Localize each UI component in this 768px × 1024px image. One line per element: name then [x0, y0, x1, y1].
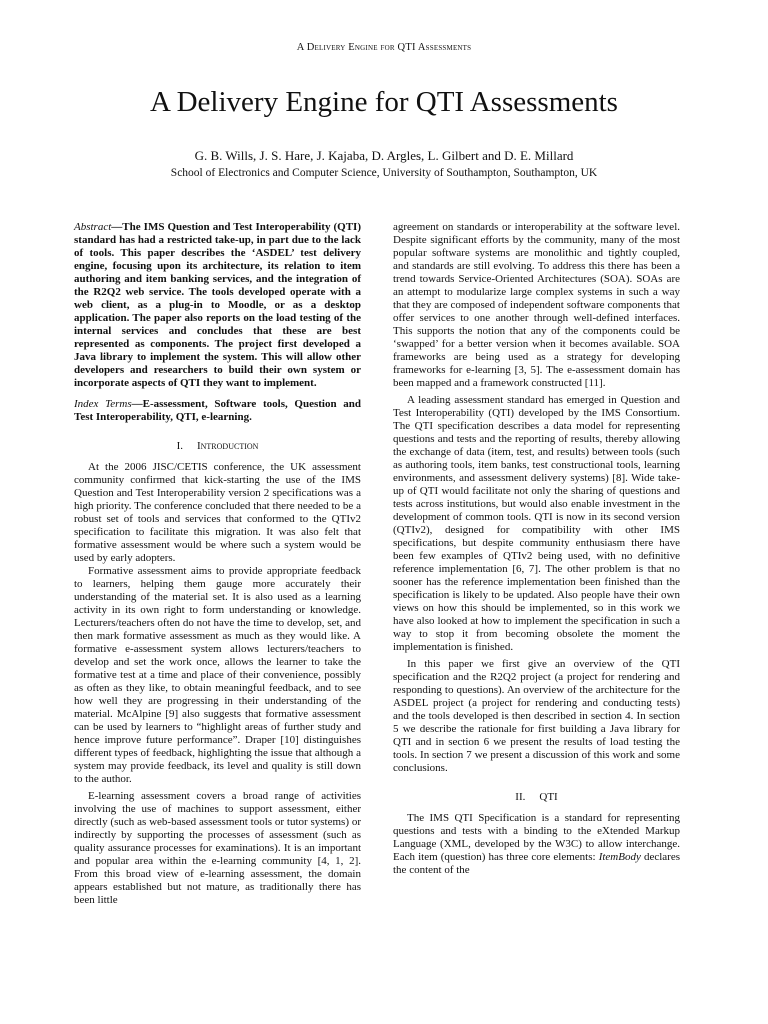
paragraph: At the 2006 JISC/CETIS conference, the UK assessment community confirmed that kick-starting the use of the IMS Question and Test Interoperability version 2 specifications was a high priority. The conference concluded that there needed to be a robust set of tools and services that conformed to the QTIv2 specification to facilitate this migration. It was also felt that formative assessment would be where such a system would be used by early adopters.	[74, 461, 361, 564]
section-heading-introduction	[74, 440, 361, 453]
index-terms-label: Index Terms	[74, 398, 132, 410]
abstract	[74, 221, 361, 390]
paragraph: In this paper we first give an overview of the QTI specification and the R2Q2 project (a project for rendering and responding to questions). An overview of the architecture for the ASDEL project (a project for rendering and conducting tests) and the tools developed is then described in section 4. In section 5 we describe the rationale for first building a Java library for QTI and in section 6 we present the results of load testing the tools. In section 7 we present a discussion of this work and some conclusions.	[393, 658, 680, 774]
index-terms	[74, 398, 361, 424]
paragraph	[393, 812, 680, 877]
left-column	[74, 221, 361, 907]
index-terms-text: —E-assessment, Software tools, Question and Test Interoperability, QTI, e-learning.	[74, 398, 361, 423]
paragraph: agreement on standards or interoperability at the software level. Despite significant efforts by the community, many of the most popular software systems are monolithic and tightly coupled, and standards are still evolving. To address this there has been a trend towards Service-Oriented Architectures (SOA). SOAs are an attempt to modularize large complex systems in such a way that they are composed of independent software components that offer services to one another through well-defined interfaces. This supports the notion that any of the components could be ‘swapped’ for a better version when it becomes available. SOA frameworks are being used as a strategy for developing frameworks for e-learning [3, 5]. The e-assessment domain has been mapped and a framework constructed [11].	[393, 221, 680, 389]
paragraph: Formative assessment aims to provide appropriate feedback to learners, helping them gauge more accurately their understanding of the material set. It is also used as a learning activity in its own right to form understanding or knowledge. Lecturers/teachers often do not have the time to develop, set, and then mark formative assessment as much as they would like. A formative e-assessment system allows lecturers/teachers to develop and set the work once, allows the learner to take the formative test at a time and place of their convenience, possibly as often as they like, to obtain meaningful feedback, and to see how well they are progressing in their understanding of the material. McAlpine [9] also suggests that formative assessment can be used by learners to “highlight areas of further study and hence improve future performance”. Draper [10] distinguishes different types of feedback, highlighting the issue that although a system may provide feedback, its level and quality is still down to the author.	[74, 565, 361, 785]
text-run: declares the content of the	[393, 851, 680, 876]
paper-title: A Delivery Engine for QTI Assessments	[150, 86, 618, 118]
abstract-label: Abstract	[74, 221, 112, 233]
right-column	[393, 221, 680, 877]
abstract-text: —The IMS Question and Test Interoperability (QTI) standard has had a restricted take-up, in part due to the lack of tools. This paper describes the ‘ASDEL’ test delivery engine, focusing upon its architecture, its relation to item authoring and item banking services, and the integration of the R2Q2 web service. The tools developed operate with a web client, as a plug-in to Moodle, or as a desktop application. The paper also reports on the load testing of the internal services and concludes that these are best represented as components. The project first developed a Java library to implement the system. This will allow other developers and researchers to build their own system or incorporate aspects of QTI they want to implement.	[74, 221, 361, 389]
section-title: QTI	[539, 791, 558, 803]
paragraph: A leading assessment standard has emerged in Question and Test Interoperability (QTI) developed by the IMS Consortium. The QTI specification describes a data model for representing questions and tests and the reporting of results, thereby allowing the exchange of data (item, test, and results) between tools (such as authoring tools, item banks, test constructional tools, learning environments, and assessment delivery systems) [8]. Wide take-up of QTI would facilitate not only the sharing of questions and tests across institutions, but would also enable investment in the development of common tools. QTI is now in its second version (QTIv2), designed for compatibility with other IMS specifications, but despite community enthusiasm there have been few examples of QTIv2 being used, with no definitive reference implementation [6, 7]. The other problem is that no sooner has the reference implementation been finished than the specification is likely to be updated. Also people have their own views on how this should be implemented, so in this work we have also looked at how to implement the specification in such a way to stop it from becoming obsolete the moment the implementation is finished.	[393, 394, 680, 653]
running-head: A Delivery Engine for QTI Assessments	[296, 42, 472, 53]
paragraph: E-learning assessment covers a broad range of activities involving the use of machines to support assessment, either directly (such as web-based assessment tools or tutor systems) or indirectly by supporting the processes of assessment (such as quality assurance processes for examinations). It is an important and popular area within the e-learning community [4, 1, 2]. From this broad view of e-learning assessment, the domain appears established but not mature, as traditionally there has been little	[74, 790, 361, 906]
section-number: II.	[515, 791, 526, 803]
section-title: Introduction	[196, 440, 259, 452]
section-number: I.	[176, 440, 183, 452]
text-run: The IMS QTI Specification is a standard for representing questions and tests with a binding to the eXtended Markup Language (XML, developed by the W3C) to allow interchange. Each item (question) has three core elements:	[393, 812, 680, 863]
section-heading-qti	[393, 791, 680, 804]
emphasized-term: ItemBody	[598, 851, 641, 863]
author-list: G. B. Wills, J. S. Hare, J. Kajaba, D. Argles, L. Gilbert and D. E. Millard	[194, 148, 574, 163]
affiliation: School of Electronics and Computer Science, University of Southampton, Southampton, UK	[170, 167, 598, 179]
